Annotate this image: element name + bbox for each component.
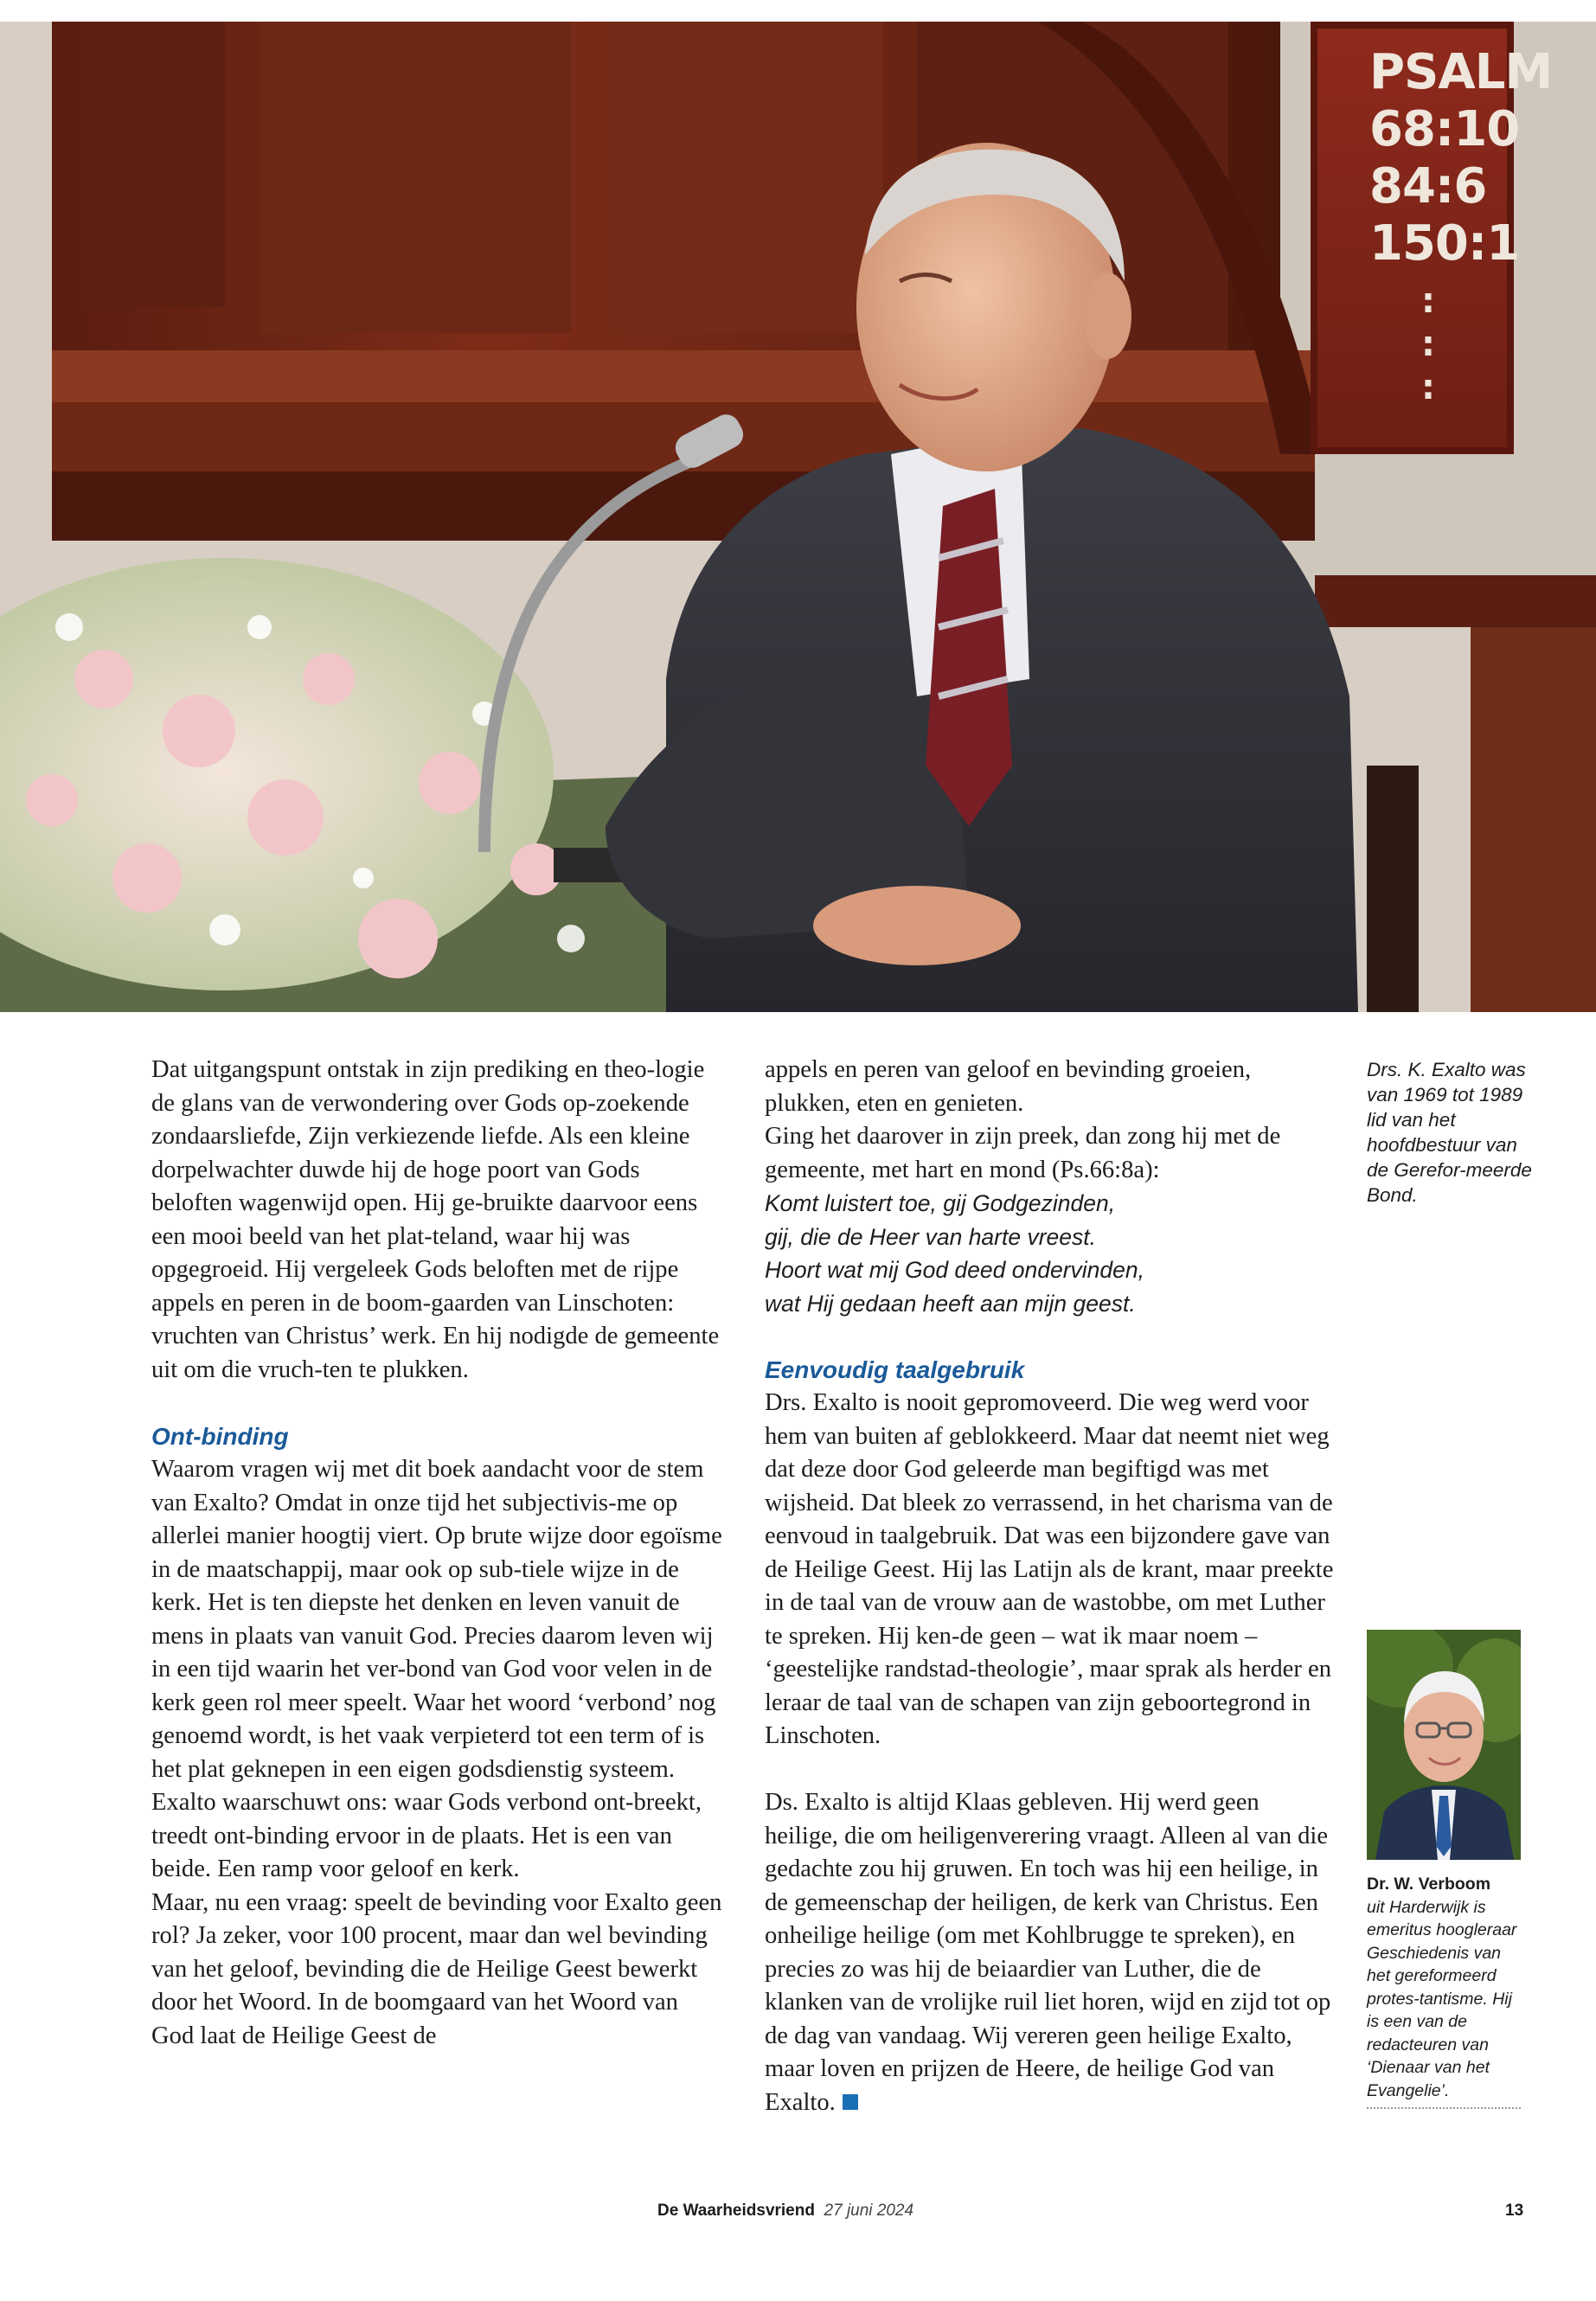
section-heading: Ont-binding xyxy=(151,1422,289,1450)
author-portrait xyxy=(1367,1630,1521,1860)
hymn-board-line: 150:1 xyxy=(1369,215,1520,272)
hymn-board-marker: : xyxy=(1421,368,1434,407)
caption-divider xyxy=(1367,2107,1521,2109)
hymn-board-line: 68:10 xyxy=(1369,101,1520,157)
psalm-verse-line: wat Hij gedaan heeft aan mijn geest. xyxy=(765,1290,1136,1317)
hymn-board xyxy=(1311,22,1553,454)
paragraph-text: Ds. Exalto is altijd Klaas gebleven. Hij werd geen heilige, die om heiligenverering vraagt. Alleen al van die gedachte zou hij gruwen. En toch was hij een heilige, in de gemeenschap der heiligen, de kerk van Christus. Een onheilige heilige (om met Kohlbrugge te spreken), en precies zo was hij de beiaardier van Luther, die de klanken van de vrolijke ruil liet horen, wijd en zijd tot op de dag van vandaag. Wij vereren geen heilige Exalto, maar loven en prijzen de Heere, de heilige God van Exalto. xyxy=(765,1789,1331,2116)
article-column-2 xyxy=(765,1054,1336,2119)
hero-photo xyxy=(0,22,1596,1012)
hymn-board-heading: PSALM xyxy=(1369,44,1553,100)
author-bio: uit Harderwijk is emeritus hoogleraar Geschiedenis van het gereformeerd protes-tantisme. Hij is een van de redacteuren van ‘Dienaar van het Evangelie’. xyxy=(1367,1897,1517,2100)
page-number: 13 xyxy=(1505,2202,1524,2220)
page-footer xyxy=(0,2202,1596,2227)
hymn-board-marker: : xyxy=(1421,324,1434,364)
paragraph: Drs. Exalto is nooit gepromoveerd. Die weg werd voor hem van buiten af geblokkeerd. Maar dat neemt niet weg dat deze door God geleerde man begiftigd was met wijsheid. Dat bleek zo verrassend, in het charisma van de eenvoud in taalgebruik. Dat was een bijzondere gave van de Heilige Geest. Hij las Latijn als de krant, maar preekte in de taal van de vrouw aan de wastobbe, om met Luther te spreken. Hij ken-de geen – wat ik maar noem – ‘geestelijke randstad-theologie’, maar sprak als herder en leraar de taal van de schapen van zijn geboortegrond in Linschoten. xyxy=(765,1389,1334,1749)
photo-caption: Drs. K. Exalto was van 1969 tot 1989 lid van het hoofdbestuur van de Gerefor-meerde Bond. xyxy=(1367,1059,1532,1206)
paragraph: Ging het daarover in zijn preek, dan zong hij met de gemeente, met hart en mond (Ps.66:8a): xyxy=(765,1123,1281,1183)
issue-date: 27 juni 2024 xyxy=(824,2202,914,2220)
paragraph: Dat uitgangspunt ontstak in zijn prediking en theo-logie de glans van de verwondering over Gods op-zoekende zondaarsliefde, Zijn verkiezende liefde. Als een kleine dorpelwachter duwde hij de hoge poort van Gods beloften wagenwijd open. Hij ge-bruikte daarvoor eens een mooi beeld van het plat-teland, waar hij was opgegroeid. Hij vergeleek Gods beloften met de rijpe appels en peren in de boom-gaarden van Linschoten: vruchten van Christus’ werk. En hij nodigde de gemeente uit om die vruch-ten te plukken. xyxy=(151,1056,720,1383)
psalm-verse-line: Komt luistert toe, gij Godgezinden, xyxy=(765,1190,1116,1216)
paragraph: appels en peren van geloof en bevinding groeien, plukken, eten en genieten. xyxy=(765,1056,1252,1117)
section-heading: Eenvoudig taalgebruik xyxy=(765,1356,1025,1383)
paragraph: Waarom vragen wij met dit boek aandacht voor de stem van Exalto? Omdat in onze tijd het subjectivis-me op allerlei manier hoogtij viert. Op brute wijze door egoïsme in de maatschappij, maar ook op sub-tiele wijze in de kerk. Het is ten diepste het denken en leven vanuit de mens in plaats van vanuit God. Precies daarom leven wij in een tijd waarin het ver-bond van God voor velen in de kerk geen rol meer speelt. Waar het woord ‘verbond’ nog genoemd wordt, is het vaak verpieterd tot een term of is het plat geknepen in een eigen godsdienstig systeem. Exalto waarschuwt ons: waar Gods verbond ont-breekt, treedt ont-binding ervoor in de plaats. Het is een van beide. Een ramp voor geloof en kerk. xyxy=(151,1456,722,1882)
author-portrait-illustration xyxy=(1367,1630,1521,1860)
paragraph xyxy=(765,1786,1336,2119)
paragraph: Maar, nu een vraag: speelt de bevinding voor Exalto geen rol? Ja zeker, voor 100 procent, maar dan wel bevinding van het geloof, bevinding die de Heilige Geest bewerkt door het Woord. In de boomgaard van het Woord van God laat de Heilige Geest de xyxy=(151,1888,722,2049)
hymn-board-marker: : xyxy=(1421,281,1434,321)
magazine-name: De Waarheidsvriend xyxy=(657,2202,815,2220)
psalm-verse-line: gij, die de Heer van harte vreest. xyxy=(765,1223,1096,1250)
psalm-verse-line: Hoort wat mij God deed ondervinden, xyxy=(765,1257,1144,1283)
author-name: Dr. W. Verboom xyxy=(1367,1875,1491,1894)
footer-magazine xyxy=(657,2202,913,2221)
hymn-board-line: 84:6 xyxy=(1369,158,1487,215)
end-mark-icon xyxy=(843,2094,858,2110)
author-caption xyxy=(1367,1873,1522,2109)
article-column-1 xyxy=(151,1054,722,2053)
